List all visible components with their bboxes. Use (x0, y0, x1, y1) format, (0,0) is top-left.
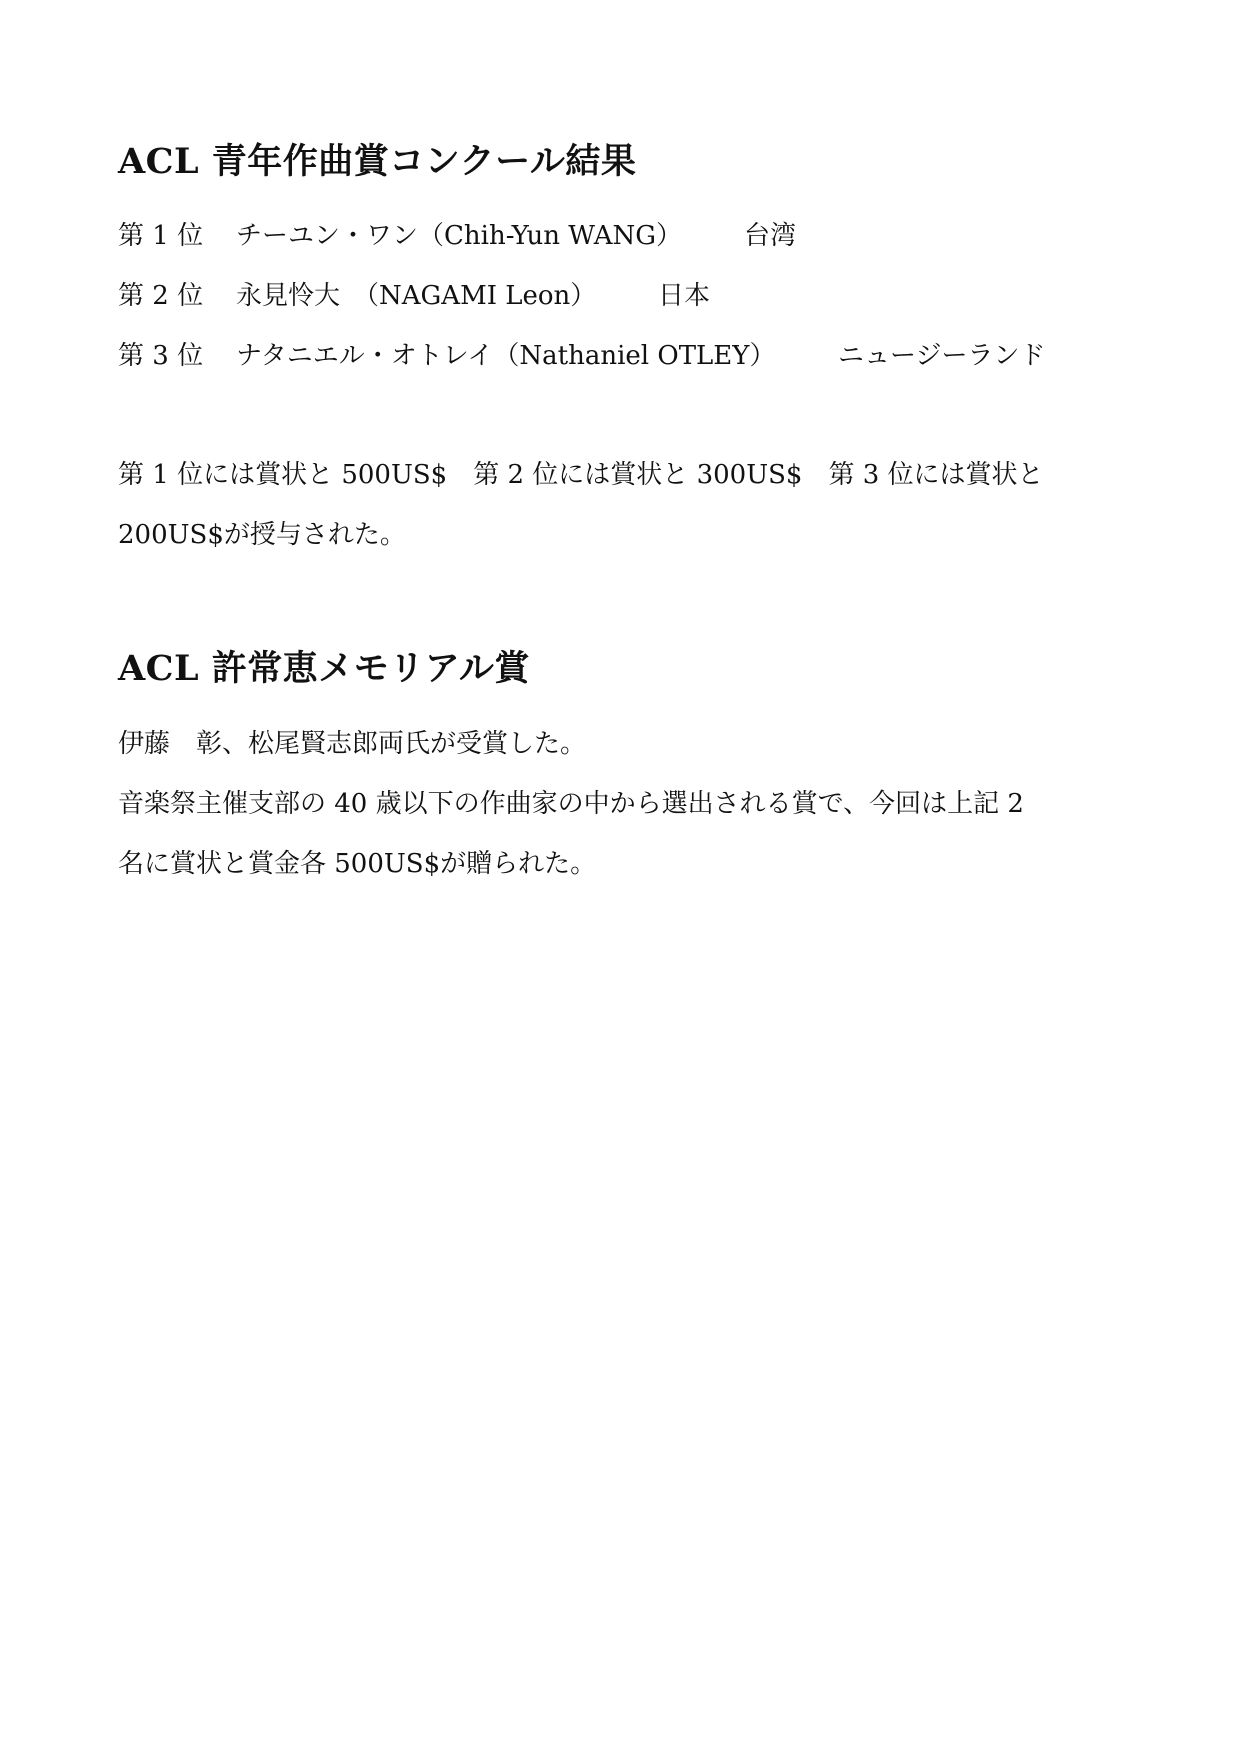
result-row (118, 338, 1045, 374)
result-country: ニュージーランド (838, 341, 1046, 371)
result-name: チーユン・ワン（Chih-Yun WANG） (236, 221, 683, 251)
prize-text-line: 200US$が授与された。 (118, 520, 406, 550)
result-rank: 第 1 位 (118, 221, 204, 251)
result-rank: 第 2 位 (118, 281, 204, 311)
result-name: 永見怜大 （NAGAMI Leon） (236, 281, 597, 311)
memorial-winners-text: 伊藤 彰、松尾賢志郎両氏が受賞した。 (118, 729, 587, 759)
prize-text-line: 第 1 位には賞状と 500US$ 第 2 位には賞状と 300US$ 第 3 位には賞状と (118, 460, 1044, 490)
result-row (118, 218, 796, 254)
result-row (118, 278, 710, 314)
result-name: ナタニエル・オトレイ（Nathaniel OTLEY） (236, 341, 776, 371)
memorial-title: ACL 許常恵メモリアル賞 (118, 648, 530, 689)
result-country: 日本 (658, 281, 711, 311)
result-country: 台湾 (744, 221, 797, 251)
result-rank: 第 3 位 (118, 341, 204, 371)
memorial-description-line: 音楽祭主催支部の 40 歳以下の作曲家の中から選出される賞で、今回は上記 2 (118, 789, 1024, 819)
competition-title: ACL 青年作曲賞コンクール結果 (118, 141, 637, 182)
memorial-description-line: 名に賞状と賞金各 500US$が贈られた。 (118, 849, 597, 879)
